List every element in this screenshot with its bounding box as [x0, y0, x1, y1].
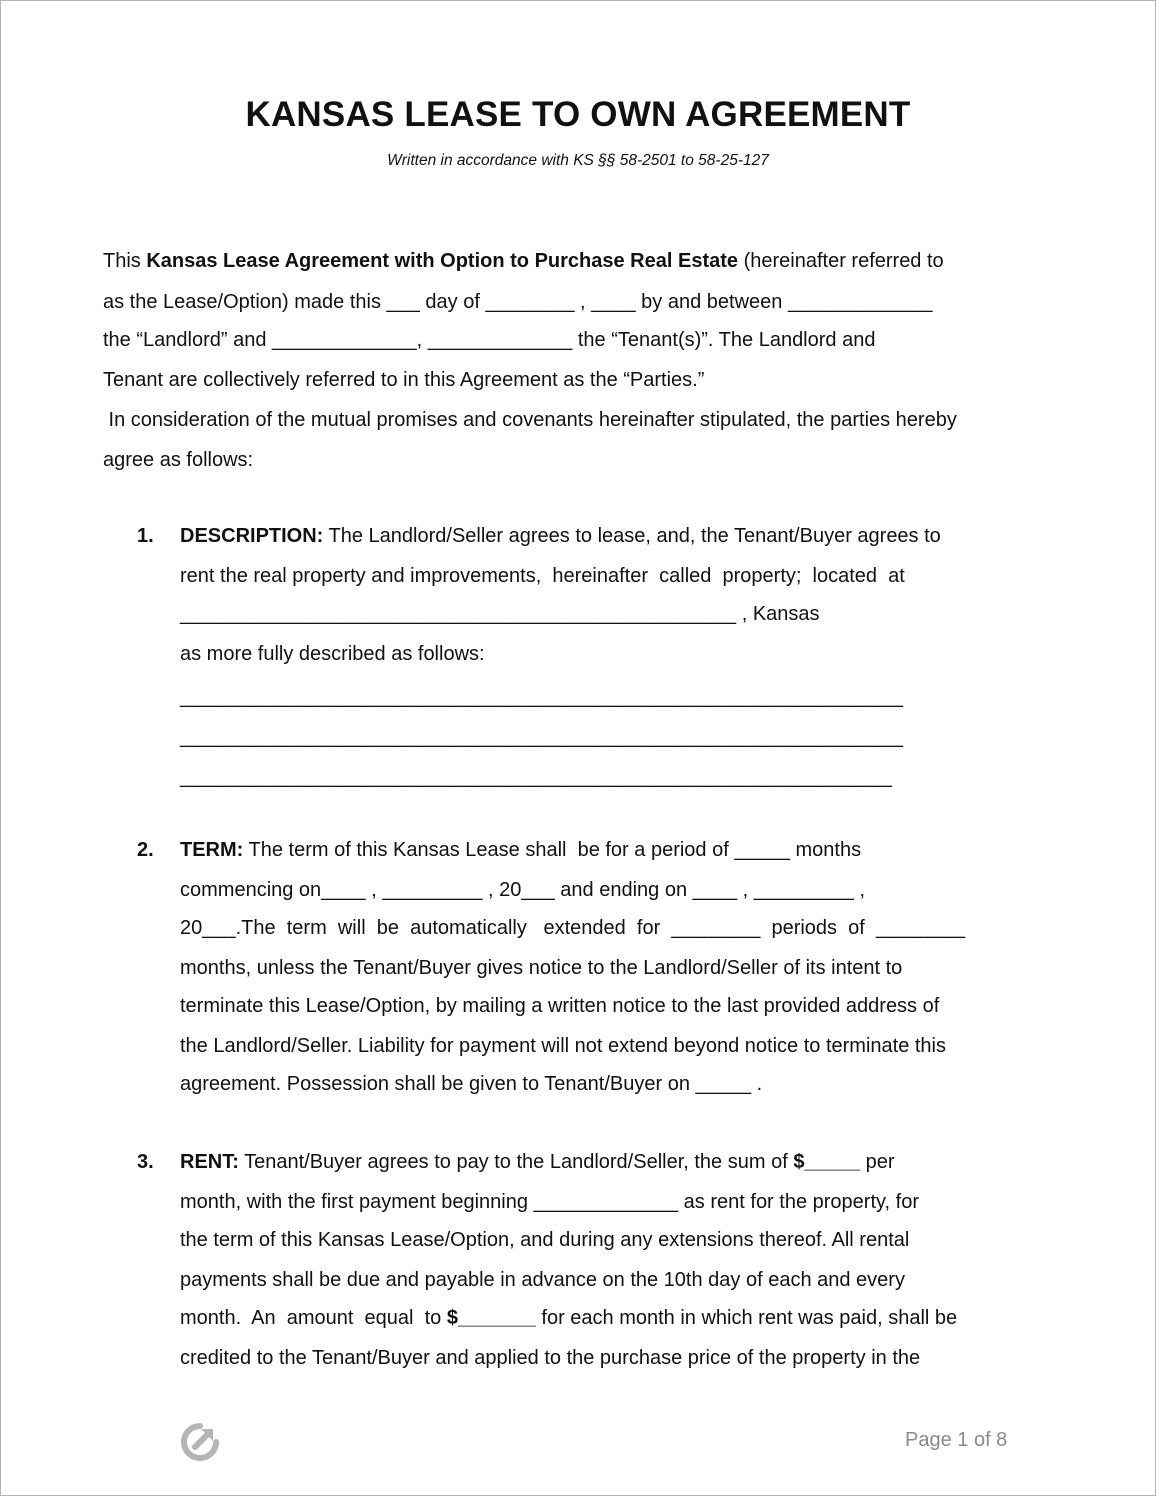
- section-2-text: The term of this Kansas Lease shall be for a period of _____ months: [243, 839, 862, 861]
- section-3-number: 3.: [137, 1151, 154, 1173]
- intro-line-4: Tenant are collectively referred to in this Agreement as the “Parties.”: [103, 369, 705, 391]
- section-1-address-line: __________________________________________________ , Kansas: [180, 603, 820, 625]
- document-subtitle: Written in accordance with KS §§ 58-2501 to 58-25-127: [387, 152, 769, 169]
- section-3-line-1: [180, 1150, 895, 1174]
- section-2-line-4: months, unless the Tenant/Buyer gives notice to the Landlord/Seller of its intent to: [180, 957, 903, 979]
- intro-text: This: [103, 250, 147, 272]
- section-3-text: for each month in which rent was paid, shall be: [535, 1307, 958, 1329]
- rent-amount-blank: $_____: [793, 1151, 861, 1173]
- section-3-line-3: the term of this Kansas Lease/Option, and during any extensions thereof. All rental: [180, 1229, 910, 1251]
- agreement-name: Kansas Lease Agreement with Option to Purchase Real Estate: [146, 250, 739, 272]
- section-3-text: Tenant/Buyer agrees to pay to the Landlord/Seller, the sum of: [238, 1151, 794, 1173]
- intro-line-1: [103, 249, 944, 273]
- section-3-line-6: credited to the Tenant/Buyer and applied to the purchase price of the property in the: [180, 1347, 921, 1369]
- section-3-line-4: payments shall be due and payable in advance on the 10th day of each and every: [180, 1269, 905, 1291]
- section-3-heading: RENT:: [180, 1151, 239, 1173]
- section-3-text: month. An amount equal to: [180, 1307, 447, 1329]
- section-2-line-3: 20___.The term will be automatically extended for ________ periods of ________: [180, 917, 965, 939]
- section-2-line-7: agreement. Possession shall be given to Tenant/Buyer on _____ .: [180, 1073, 763, 1095]
- section-2-line-2: commencing on____ , _________ , 20___ and ending on ____ , _________ ,: [180, 879, 866, 901]
- section-2-heading: TERM:: [180, 839, 244, 861]
- section-1-text: The Landlord/Seller agrees to lease, and, the Tenant/Buyer agrees to: [323, 525, 941, 547]
- section-1-description-line-1: _________________________________________________________________: [180, 686, 903, 708]
- section-1-line-4: as more fully described as follows:: [180, 643, 485, 665]
- intro-line-5: In consideration of the mutual promises and covenants hereinafter stipulated, the parties hereby: [103, 409, 957, 431]
- credit-amount-blank: $_______: [446, 1307, 536, 1329]
- section-3-line-2: month, with the first payment beginning _____________ as rent for the property, for: [180, 1191, 919, 1213]
- section-3-text: per: [860, 1151, 895, 1173]
- section-2-line-1: [180, 838, 861, 862]
- section-1-number: 1.: [137, 525, 154, 547]
- document-title: KANSAS LEASE TO OWN AGREEMENT: [245, 95, 911, 134]
- section-2-line-5: terminate this Lease/Option, by mailing a written notice to the last provided address of: [180, 995, 940, 1017]
- intro-line-6: agree as follows:: [103, 449, 254, 471]
- section-1-description-line-2: _________________________________________________________________: [180, 726, 903, 748]
- section-2-line-6: the Landlord/Seller. Liability for payment will not extend beyond notice to terminate this: [180, 1035, 946, 1057]
- intro-line-3: the “Landlord” and _____________, _____________ the “Tenant(s)”. The Landlord and: [103, 329, 876, 351]
- section-2-number: 2.: [137, 839, 154, 861]
- arrow-share-icon: [179, 1421, 221, 1463]
- intro-line-2: as the Lease/Option) made this ___ day of ________ , ____ by and between _____________: [103, 291, 933, 313]
- page-number: Page 1 of 8: [905, 1429, 1008, 1451]
- section-3-line-5: [180, 1306, 957, 1330]
- intro-text: (hereinafter referred to: [738, 250, 944, 272]
- section-1-description-line-3: ________________________________________________________________: [180, 766, 892, 788]
- section-1-line-1: [180, 524, 941, 548]
- section-1-heading: DESCRIPTION:: [180, 525, 324, 547]
- section-1-line-2: rent the real property and improvements, hereinafter called property; located at: [180, 565, 905, 587]
